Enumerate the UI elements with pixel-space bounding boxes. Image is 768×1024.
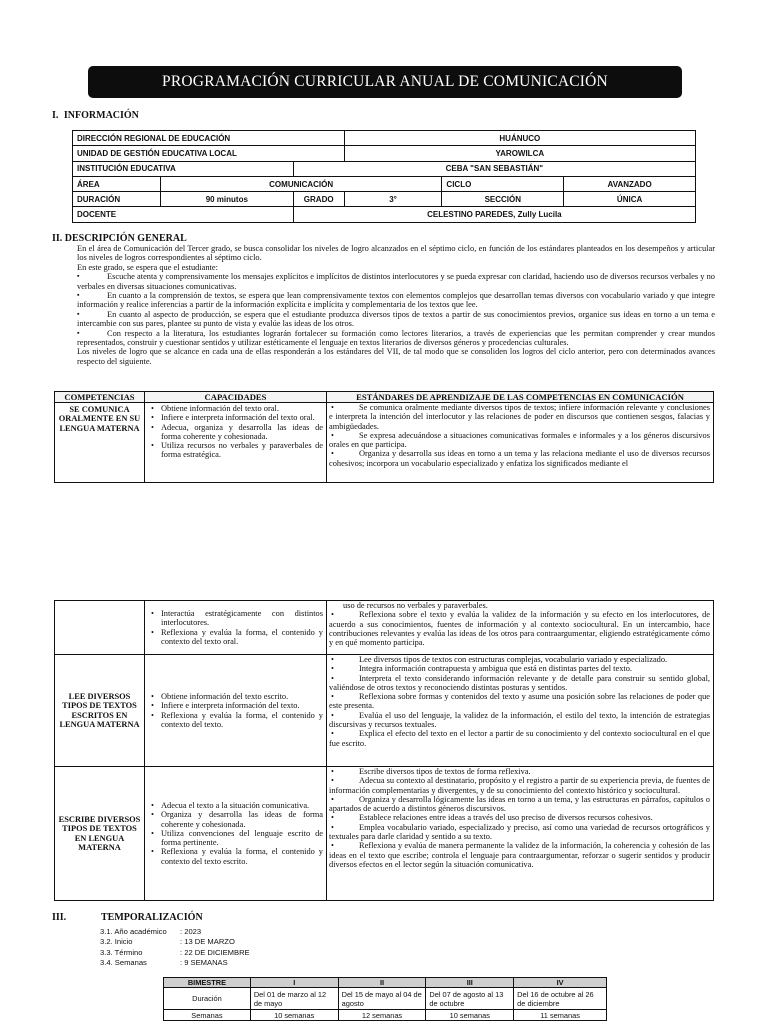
list-item: • Utiliza recursos no verbales y paraverbales de forma estratégica. [149, 441, 323, 460]
list-item: • Infiere e interpreta información del texto oral. [149, 413, 323, 422]
info-value: CELESTINO PAREDES, Zully Lucila [293, 207, 695, 222]
bullet-icon: • [331, 710, 334, 720]
info-value: COMUNICACIÓN [160, 176, 442, 191]
table-row [164, 1010, 607, 1021]
section-label: INFORMACIÓN [63, 110, 139, 121]
list-item: • Organiza y desarrolla las ideas de forma coherente y cohesionada. [149, 810, 323, 829]
info-label: DURACIÓN [73, 192, 161, 207]
table-cell: 10 semanas [250, 1010, 338, 1021]
info-label: DIRECCIÓN REGIONAL DE EDUCACIÓN [73, 131, 345, 146]
table-cell: Del 01 de marzo al 12 de mayo [250, 988, 338, 1010]
paragraph: En este grado, se espera que el estudiante: [77, 262, 218, 272]
competencia-name-continued [55, 601, 145, 655]
list-item: • Reflexiona y evalúa de manera permanente la validez de la información, la coherencia y cohesión de las ideas en el texto que escribe; controla el lenguaje para contraargumentar, reforzar o sugerir sentidos y producir diversos efectos en el lector según la situación comunicativa. [329, 841, 710, 869]
list-item: 3.2. Inicio : 13 DE MARZO [100, 937, 235, 947]
bullet-icon: • [331, 673, 334, 683]
list-item: • Adecua el texto a la situación comunicativa. [149, 801, 323, 810]
bullet-icon: • [331, 430, 334, 440]
info-label: UNIDAD DE GESTIÓN EDUCATIVA LOCAL [73, 146, 345, 161]
estandares-cell [327, 601, 714, 655]
list-item: ▪ En cuanto al aspecto de producción, se espera que el estudiante produzca diversos tipos de textos a partir de sus conocimientos previos, organice sus ideas en torno a un tema e intercambie con sus pares, plantee su punto de vista y evalúe las ideas de los otros. [77, 309, 715, 329]
list-item: • Se comunica oralmente mediante diversos tipos de textos; infiere información relevante y conclusiones e interpreta la intención del interlocutor y las relaciones de poder en discursos que contienen sesgos, falacias y ambigüedades. [329, 403, 710, 431]
row-label: Duración [164, 988, 251, 1010]
list-item: • Obtiene información del texto oral. [149, 404, 323, 413]
competencias-table-part2 [54, 600, 714, 901]
list-item: 3.3. Término : 22 DE DICIEMBRE [100, 947, 250, 957]
capacidades-cell [145, 767, 327, 901]
section-number: III. [52, 912, 67, 923]
competencias-table-part1 [54, 391, 714, 483]
list-item: • Utiliza convenciones del lenguaje escrito de forma pertinente. [149, 829, 323, 848]
bullet-icon: • [331, 776, 334, 786]
estandares-cell [327, 655, 714, 767]
list-item: • Explica el efecto del texto en el lector a partir de su conocimiento y del contexto sociocultural en el que fue escrito. [329, 729, 710, 748]
info-row-dre [73, 131, 696, 146]
list-item: • Integra información contrapuesta y ambigua que está en distintas partes del texto. [331, 664, 633, 674]
bullet-icon: ▪ [77, 291, 80, 300]
row-label: Semanas [164, 1010, 251, 1021]
info-label: DOCENTE [73, 207, 294, 222]
bullet-icon: • [331, 767, 334, 776]
list-item: • Reflexiona sobre formas y contenidos del texto y asume una posición sobre las relaciones de poder que este presenta. [329, 692, 710, 711]
section-descripcion-title: II. DESCRIPCIÓN GENERAL [52, 233, 187, 244]
competencia-name: LEE DIVERSOS TIPOS DE TEXTOS ESCRITOS EN LENGUA MATERNA [55, 655, 145, 767]
paragraph: Los niveles de logro que se alcance en cada una de ellas responderán a los estándares del VII, de tal modo que se consoliden los logros del ciclo anterior, pero con determinados avances respecto del siguiente. [77, 347, 715, 366]
capacidades-cell [145, 655, 327, 767]
list-item: • Emplea vocabulario variado, especializado y preciso, así como una variedad de recursos ortográficos y textuales para darle claridad y sentido a su texto. [329, 822, 710, 842]
list-item: ▪ En cuanto a la comprensión de textos, se espera que lean comprensivamente textos con elementos complejos que desarrollan temas diversos con vocabulario variado y que integre información y realice inferencias a partir de la información explícita e implícita y complementaria de los textos que lee. [77, 291, 715, 310]
bullet-icon: • [331, 403, 334, 412]
section-temporalizacion-title [52, 912, 203, 923]
section-label: TEMPORALIZACIÓN [101, 912, 203, 923]
info-row-docente [73, 207, 696, 222]
list-item: • Reflexiona sobre el texto y evalúa la validez de la información y su efecto en los interlocutores, de acuerdo a sus conocimientos, fuentes de información y al contexto sociocultural. En un intercambio, hace contribuciones relevantes y evalúa las ideas de los otros para contraargumentar, eligiendo estratégicamente cómo y en qué momento participa. [329, 610, 710, 648]
list-item: • Organiza y desarrolla lógicamente las ideas en torno a un tema, y las estructuras en párrafos, capítulos o apartados de acuerdo a distintos géneros discursivos. [329, 794, 710, 814]
info-value: CEBA "SAN SEBASTIÁN" [293, 161, 695, 176]
column-header: ESTÁNDARES DE APRENDIZAJE DE LAS COMPETENCIAS EN COMUNICACIÓN [327, 392, 714, 403]
bullet-icon: • [331, 664, 334, 674]
table-row [164, 988, 607, 1010]
estandares-cell [327, 403, 714, 483]
capacidades-cell [145, 601, 327, 655]
info-label: CICLO [442, 176, 564, 191]
bullet-icon: • [331, 813, 334, 823]
competencia-name: SE COMUNICA ORALMENTE EN SU LENGUA MATERNA [55, 403, 145, 483]
bullet-icon: • [331, 822, 334, 832]
bullet-icon: ▪ [77, 272, 80, 281]
info-value: AVANZADO [564, 176, 696, 191]
list-item: • Adecua su contexto al destinatario, propósito y el registro a partir de su experiencia previa, de fuentes de información complementarias y divergentes, y de su conocimiento del contexto histórico y sociocultural. [329, 776, 710, 795]
list-item: • Se expresa adecuándose a situaciones comunicativas formales e informales y a los géneros discursivos orales en que participa. [329, 430, 710, 450]
capacidades-cell [145, 403, 327, 483]
column-header: III [426, 978, 514, 988]
table-header-row [164, 978, 607, 988]
table-cell: Del 15 de mayo al 04 de agosto [338, 988, 426, 1010]
list-item: • Reflexiona y evalúa la forma, el contenido y contexto del texto oral. [149, 628, 323, 647]
bullet-icon: • [331, 841, 334, 851]
descripcion-general [77, 244, 715, 366]
info-label: SECCIÓN [442, 192, 564, 207]
info-value: HUÁNUCO [344, 131, 695, 146]
table-row [55, 601, 714, 655]
info-table [72, 130, 696, 223]
column-header: CAPACIDADES [145, 392, 327, 403]
bullet-icon: • [331, 655, 334, 664]
estandares-cell [327, 767, 714, 901]
table-cell: 12 semanas [338, 1010, 426, 1021]
list-item: ▪ Escuche atenta y comprensivamente los mensajes explícitos e implícitos de distintos interlocutores y se pueda expresar con claridad, haciendo uso de diversos recursos verbales y no verbales en diversas situaciones comunicativas. [77, 272, 715, 291]
list-item: • Interactúa estratégicamente con distintos interlocutores. [149, 609, 323, 628]
info-label: ÁREA [73, 176, 161, 191]
column-header: BIMESTRE [164, 978, 251, 988]
bullet-icon: • [331, 692, 334, 702]
table-row [55, 403, 714, 483]
info-value: YAROWILCA [344, 146, 695, 161]
bullet-icon: ▪ [77, 328, 80, 337]
temporalizacion-list [100, 927, 250, 968]
bullet-icon: • [331, 794, 334, 804]
table-cell: 10 semanas [426, 1010, 514, 1021]
section-number: I. [52, 110, 59, 121]
info-value: 90 minutos [160, 192, 293, 207]
table-cell: Del 16 de octubre al 26 de diciembre [514, 988, 607, 1010]
bullet-icon: • [331, 610, 334, 620]
table-header-row [55, 392, 714, 403]
table-row [55, 767, 714, 901]
table-cell: 11 semanas [514, 1010, 607, 1021]
table-row [55, 655, 714, 767]
bullet-icon: ▪ [77, 309, 80, 318]
list-item: • Interpreta el texto considerando información relevante y de detalle para construir su sentido global, valiéndose de otros textos y reconociendo distintas posturas y sentidos. [329, 673, 710, 692]
info-value: 3° [344, 192, 442, 207]
paragraph: En el área de Comunicación del Tercer grado, se busca consolidar los niveles de logro alcanzados en el séptimo ciclo, en función de los estándares planteados en los desempeños y articular los niveles de logros correspondientes al séptimo ciclo. [77, 244, 715, 263]
text-continuation: uso de recursos no verbales y paraverbales. [343, 601, 488, 610]
list-item: • Lee diversos tipos de textos con estructuras complejas, vocabulario variado y especializado. [331, 655, 668, 664]
list-item: • Adecua, organiza y desarrolla las ideas de forma coherente y cohesionada. [149, 423, 323, 442]
bullet-icon: • [331, 449, 334, 459]
table-cell: Del 07 de agosto al 13 de octubre [426, 988, 514, 1010]
info-label: INSTITUCIÓN EDUCATIVA [73, 161, 294, 176]
bimestres-table [163, 977, 607, 1021]
document-title: PROGRAMACIÓN CURRICULAR ANUAL DE COMUNICACIÓN [88, 66, 682, 98]
info-row-area [73, 176, 696, 191]
list-item: • Infiere e interpreta información del texto. [149, 701, 323, 710]
section-informacion-title [52, 110, 139, 121]
info-value: ÚNICA [564, 192, 696, 207]
list-item: • Reflexiona y evalúa la forma, el contenido y contexto del texto escrito. [149, 847, 323, 866]
column-header: II [338, 978, 426, 988]
competencia-name: ESCRIBE DIVERSOS TIPOS DE TEXTOS EN LENGUA MATERNA [55, 767, 145, 901]
info-row-ugel [73, 146, 696, 161]
column-header: I [250, 978, 338, 988]
bullet-icon: • [331, 729, 334, 739]
list-item: • Escribe diversos tipos de textos de forma reflexiva. [331, 767, 531, 776]
list-item: • Establece relaciones entre ideas a través del uso preciso de diversos recursos cohesivos. [331, 813, 653, 823]
list-item: • Evalúa el uso del lenguaje, la validez de la información, el estilo del texto, la intención de estrategias discursivas y recursos textuales. [329, 710, 710, 730]
column-header: COMPETENCIAS [55, 392, 145, 403]
list-item: 3.1. Año académico : 2023 [100, 927, 202, 936]
list-item: • Organiza y desarrolla sus ideas en torno a un tema y las relaciona mediante el uso de diversos recursos cohesivos; incorpora un vocabulario especializado y enfatiza los significados mediante el [329, 449, 710, 468]
list-item: • Reflexiona y evalúa la forma, el contenido y contexto del texto. [149, 711, 323, 730]
list-item: 3.4. Semanas : 9 SEMANAS [100, 957, 228, 967]
info-row-ie [73, 161, 696, 176]
list-item: ▪ Con respecto a la literatura, los estudiantes lograrán fortalecer su formación como lectores literarios, a través de experiencias que les permitan comprender y crear mundos representados, construir y cuestionar sentidos y utilizar estéticamente el lenguaje en textos literarios de diversos géneros y procedencias culturales. [77, 328, 715, 348]
list-item: • Obtiene información del texto escrito. [149, 692, 323, 701]
info-label: GRADO [293, 192, 344, 207]
info-row-duracion [73, 192, 696, 207]
column-header: IV [514, 978, 607, 988]
